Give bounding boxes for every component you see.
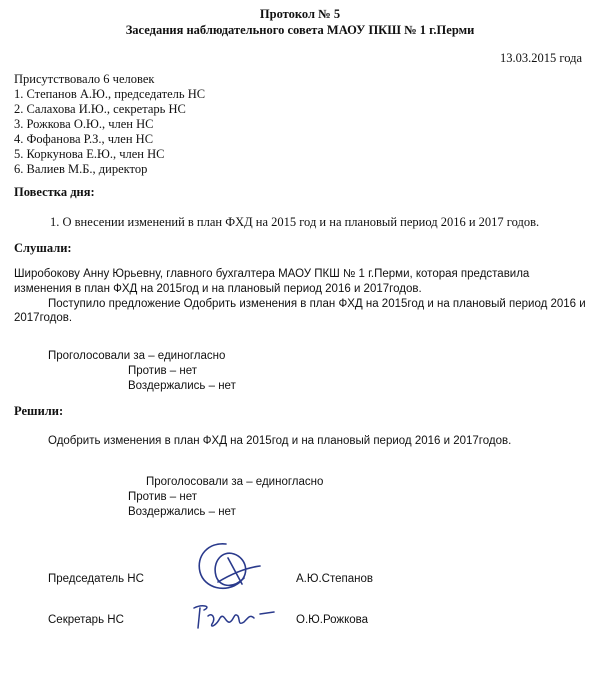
decided-vote-for: Проголосовали за – единогласно bbox=[146, 476, 324, 488]
member-item: 4. Фофанова Р.З., член НС bbox=[14, 132, 154, 146]
member-item: 3. Рожкова О.Ю., член НС bbox=[14, 117, 154, 131]
heard-vote-abstain: Воздержались – нет bbox=[128, 380, 236, 392]
decided-vote-against: Против – нет bbox=[128, 491, 198, 503]
chair-title: Председатель НС bbox=[48, 573, 144, 585]
secretary-signature-image bbox=[190, 600, 280, 634]
heard-line: Широбокову Анну Юрьевну, главного бухгалтера МАОУ ПКШ № 1 г.Перми, которая представила bbox=[14, 268, 530, 280]
decided-text: Одобрить изменения в план ФХД на 2015год и на плановый период 2016 и 2017годов. bbox=[48, 435, 512, 447]
chair-name: А.Ю.Степанов bbox=[296, 573, 373, 585]
heard-line: Поступило предложение Одобрить изменения в план ФХД на 2015год и на плановый период 2016 и bbox=[48, 298, 586, 310]
heard-line: 2017годов. bbox=[14, 312, 73, 324]
document-subtitle: Заседания наблюдательного совета МАОУ ПКШ № 1 г.Перми bbox=[125, 23, 475, 37]
document-title: Протокол № 5 bbox=[259, 7, 341, 21]
member-item: 6. Валиев М.Б., директор bbox=[14, 162, 148, 176]
agenda-item: 1. О внесении изменений в план ФХД на 2015 год и на плановый период 2016 и 2017 годов. bbox=[50, 215, 540, 229]
heard-heading: Слушали: bbox=[14, 241, 72, 255]
member-item: 2. Салахова И.Ю., секретарь НС bbox=[14, 102, 186, 116]
heard-line: изменения в план ФХД на 2015год и на плановый период 2016 и 2017годов. bbox=[14, 283, 422, 295]
chair-signature-image bbox=[188, 538, 268, 600]
member-item: 5. Коркунова Е.Ю., член НС bbox=[14, 147, 165, 161]
member-item: 1. Степанов А.Ю., председатель НС bbox=[14, 87, 206, 101]
decided-vote-abstain: Воздержались – нет bbox=[128, 506, 236, 518]
attendance-intro: Присутствовало 6 человек bbox=[14, 72, 155, 86]
heard-vote-for: Проголосовали за – единогласно bbox=[48, 350, 226, 362]
decided-heading: Решили: bbox=[14, 404, 64, 418]
agenda-heading: Повестка дня: bbox=[14, 185, 95, 199]
secretary-name: О.Ю.Рожкова bbox=[296, 614, 369, 626]
heard-vote-against: Против – нет bbox=[128, 365, 198, 377]
secretary-title: Секретарь НС bbox=[48, 614, 124, 626]
document-date: 13.03.2015 года bbox=[500, 51, 582, 65]
